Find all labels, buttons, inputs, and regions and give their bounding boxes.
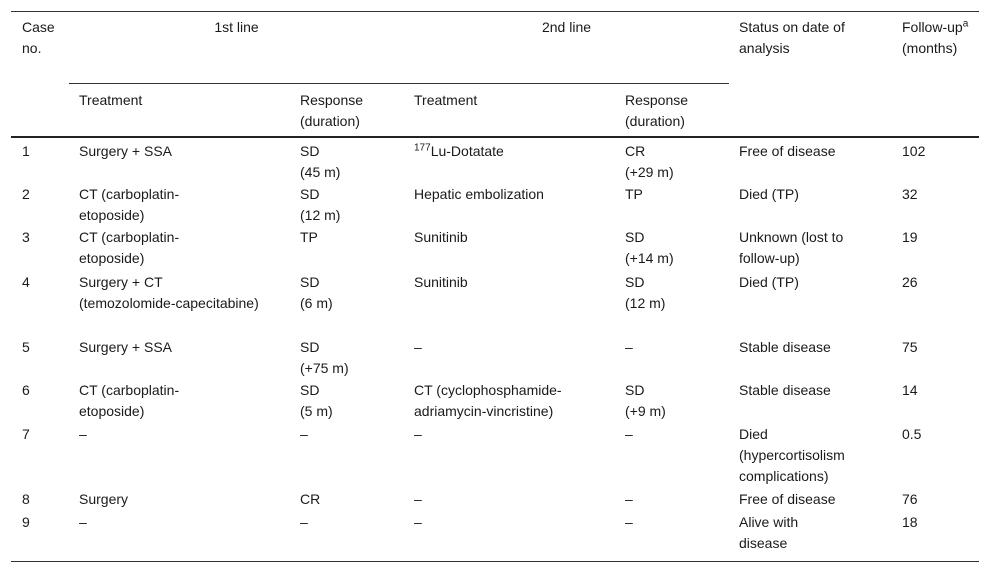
case-number: 1 [22, 143, 30, 159]
first-line-response [300, 272, 400, 314]
header-response-2: Response (duration) [625, 92, 689, 129]
response-code: – [300, 514, 308, 530]
response-code: SD [625, 274, 645, 290]
followup-months: 19 [902, 229, 918, 245]
second-line-treatment [414, 141, 614, 162]
case-number: 4 [22, 274, 30, 290]
case-number: 2 [22, 186, 30, 202]
second-line-response [625, 512, 725, 533]
header-treatment-1: Treatment [79, 92, 143, 108]
table-top-rule [11, 11, 979, 12]
header-followup-suffix: (months) [902, 40, 958, 56]
second-line-response [625, 227, 725, 269]
first-line-response [300, 424, 400, 445]
followup-months: 14 [902, 382, 918, 398]
response-code: SD [300, 186, 320, 202]
first-line-treatment: CT (carboplatin-etoposide) [79, 382, 180, 419]
case-number: 3 [22, 229, 30, 245]
response-code: – [625, 491, 633, 507]
second-line-treatment: Hepatic embolization [414, 186, 544, 202]
second-line-treatment: Sunitinib [414, 274, 468, 290]
case-number: 5 [22, 339, 30, 355]
second-line-response [625, 337, 725, 358]
followup-months: 26 [902, 274, 918, 290]
response-duration: (12 m) [625, 295, 666, 311]
status: Free of disease [739, 143, 836, 159]
header-case-no: Case no. [22, 19, 55, 56]
second-line-response [625, 380, 725, 422]
response-duration: (6 m) [300, 295, 333, 311]
response-code: SD [300, 339, 320, 355]
second-line-treatment: CT (cyclophosphamide-adriamycin-vincristine) [414, 382, 562, 419]
response-code: SD [625, 382, 645, 398]
first-line-response [300, 184, 400, 226]
header-followup [902, 17, 977, 59]
response-code: SD [625, 229, 645, 245]
second-line-treatment: – [414, 426, 422, 442]
status: Died (TP) [739, 186, 799, 202]
response-code: TP [625, 186, 643, 202]
first-line-response [300, 512, 400, 533]
response-code: SD [300, 382, 320, 398]
status: Died (hypercortisolism complications) [739, 426, 845, 484]
followup-months: 32 [902, 186, 918, 202]
followup-months: 75 [902, 339, 918, 355]
second-line-response [625, 424, 725, 445]
header-first-line: 1st line [214, 19, 259, 35]
response-code: CR [300, 491, 321, 507]
first-line-response [300, 227, 400, 248]
response-duration: (+29 m) [625, 164, 674, 180]
status: Died (TP) [739, 274, 799, 290]
status: Alive with disease [739, 514, 799, 551]
header-response-1: Response (duration) [300, 92, 364, 129]
first-line-response [300, 337, 400, 379]
header-treatment-2: Treatment [414, 92, 478, 108]
first-line-treatment: – [79, 514, 87, 530]
response-code: – [625, 514, 633, 530]
first-line-treatment-main: Surgery + CT [79, 274, 163, 290]
first-line-treatment [79, 272, 279, 314]
response-duration: (+75 m) [300, 360, 349, 376]
followup-months: 18 [902, 514, 918, 530]
case-number: 9 [22, 514, 30, 530]
response-code: SD [300, 274, 320, 290]
second-line-response [625, 272, 725, 314]
second-line-treatment: – [414, 514, 422, 530]
response-code: CR [625, 143, 646, 159]
response-code: – [625, 426, 633, 442]
second-line-response [625, 141, 725, 183]
line-group-rule [69, 83, 729, 84]
header-followup-footnote: a [962, 18, 969, 30]
case-number: 6 [22, 382, 30, 398]
first-line-treatment: – [79, 426, 87, 442]
header-followup-prefix: Follow-up [902, 19, 963, 35]
followup-months: 76 [902, 491, 918, 507]
response-duration: (12 m) [300, 207, 341, 223]
first-line-treatment: Surgery + SSA [79, 143, 172, 159]
first-line-response [300, 489, 400, 510]
status: Stable disease [739, 339, 831, 355]
second-line-treatment: – [414, 491, 422, 507]
status: Free of disease [739, 491, 836, 507]
followup-months: 0.5 [902, 426, 922, 442]
second-line-treatment: Sunitinib [414, 229, 468, 245]
case-number: 8 [22, 491, 30, 507]
second-line-response [625, 184, 725, 205]
response-code: – [625, 339, 633, 355]
second-line-response [625, 489, 725, 510]
first-line-treatment: CT (carboplatin-etoposide) [79, 229, 180, 266]
status: Stable disease [739, 382, 831, 398]
second-line-treatment-text: Lu-Dotatate [430, 143, 504, 159]
response-duration: (5 m) [300, 403, 333, 419]
response-code: SD [300, 143, 320, 159]
header-second-line: 2nd line [541, 19, 592, 35]
response-duration: (45 m) [300, 164, 341, 180]
isotope-mass: 177 [414, 142, 431, 154]
first-line-response [300, 380, 400, 422]
first-line-treatment: Surgery [79, 491, 129, 507]
response-duration: (+14 m) [625, 250, 674, 266]
first-line-treatment: CT (carboplatin-etoposide) [79, 186, 180, 223]
status: Unknown (lost to follow-up) [739, 229, 844, 266]
first-line-response [300, 141, 400, 183]
second-line-treatment: – [414, 339, 422, 355]
followup-months: 102 [902, 143, 926, 159]
response-code: – [300, 426, 308, 442]
first-line-treatment: Surgery + SSA [79, 339, 172, 355]
header-bottom-rule [11, 136, 979, 138]
response-duration: (+9 m) [625, 403, 666, 419]
first-line-treatment-detail: (temozolomide-capecitabine) [79, 295, 259, 311]
case-number: 7 [22, 426, 30, 442]
response-code: TP [300, 229, 318, 245]
table-bottom-rule [11, 561, 979, 562]
header-status: Status on date of analysis [739, 19, 845, 56]
